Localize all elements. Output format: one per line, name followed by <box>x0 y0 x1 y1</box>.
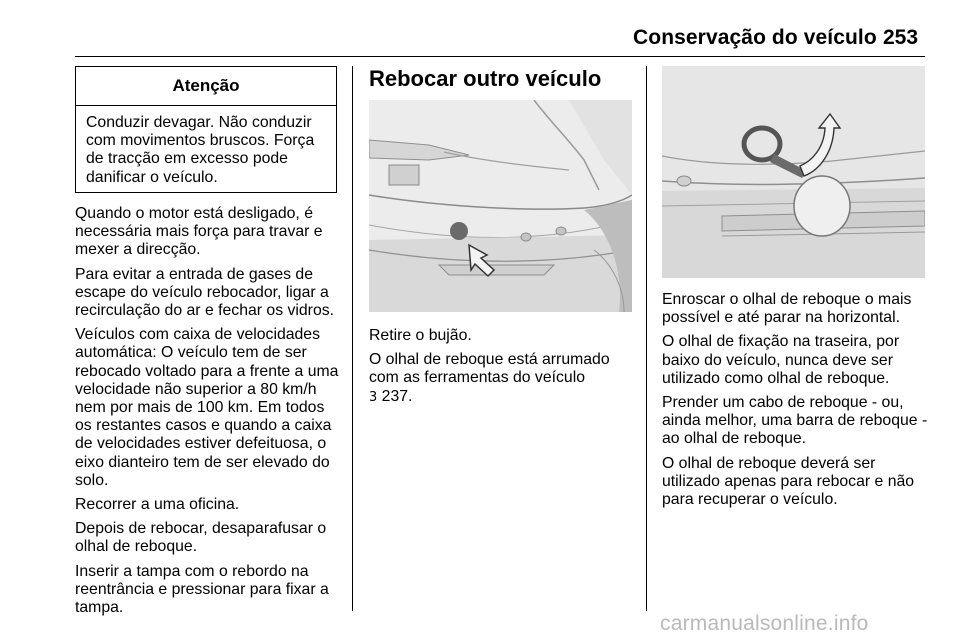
paragraph: Quando o motor está desligado, é necessária mais força para travar e mexer a direcção. <box>75 205 323 259</box>
page-reference-icon: 3 <box>369 389 378 405</box>
page-header <box>0 0 960 60</box>
towing-eye-figure <box>662 66 925 278</box>
column-2-text <box>369 327 639 407</box>
header-rule <box>75 56 925 57</box>
paragraph: O olhal de reboque deverá ser utilizado apenas para rebocar e não para recuperar o veículo. <box>662 454 915 509</box>
warning-box <box>75 66 337 193</box>
warning-title: Atenção <box>76 67 336 106</box>
warning-text: Conduzir devagar. Não conduzir com movimentos bruscos. Força de tracção em excesso pode danificar o veículo. <box>86 114 315 186</box>
paragraph: Retire o bujão. <box>369 327 472 344</box>
rear-bumper-figure <box>369 100 632 312</box>
paragraph: Veículos com caixa de velocidades automática: O veículo tem de ser rebocado voltado para a frente a uma velocidade não superior a 80 km/h nem por mais de 100 km. Em todos os restantes casos e quando a caixa de velocidades estiver defeituosa, o eixo dianteiro tem de ser elevado do solo. <box>75 326 339 489</box>
paragraph: O olhal de fixação na traseira, por baixo do veículo, nunca deve ser utilizado como olhal de reboque. <box>662 333 900 387</box>
paragraph: Enroscar o olhal de reboque o mais possível e até parar na horizontal. <box>662 291 912 327</box>
paragraph: Para evitar a entrada de gases de escape do veículo rebocador, ligar a recirculação do ar e fechar os vidros. <box>75 265 335 320</box>
paragraph: Recorrer a uma oficina. <box>75 496 240 514</box>
rear-bumper-illustration <box>369 100 632 312</box>
page-reference: 237. <box>381 387 413 405</box>
section-title: Rebocar outro veículo <box>369 66 602 91</box>
paragraph-text: O olhal de reboque está arrumado com as ferramentas do veículo <box>369 351 610 387</box>
paragraph: Depois de rebocar, desaparafusar o olhal de reboque. <box>75 520 327 556</box>
column-3-text <box>662 291 932 515</box>
page-number: 253 <box>883 26 919 49</box>
paragraph: Inserir a tampa com o rebordo na reentrância e pressionar para fixar a tampa. <box>75 562 329 617</box>
paragraph: Prender um cabo de reboque - ou, ainda melhor, uma barra de reboque - ao olhal de reboque. <box>662 394 928 448</box>
watermark: carmanualsonline.info <box>660 612 869 635</box>
towing-eye-illustration <box>662 66 925 278</box>
column-divider-1 <box>352 66 353 611</box>
column-1-text <box>75 205 343 623</box>
column-divider-2 <box>646 66 647 611</box>
chapter-title: Conservação do veículo <box>633 26 877 49</box>
paragraph <box>369 351 639 407</box>
